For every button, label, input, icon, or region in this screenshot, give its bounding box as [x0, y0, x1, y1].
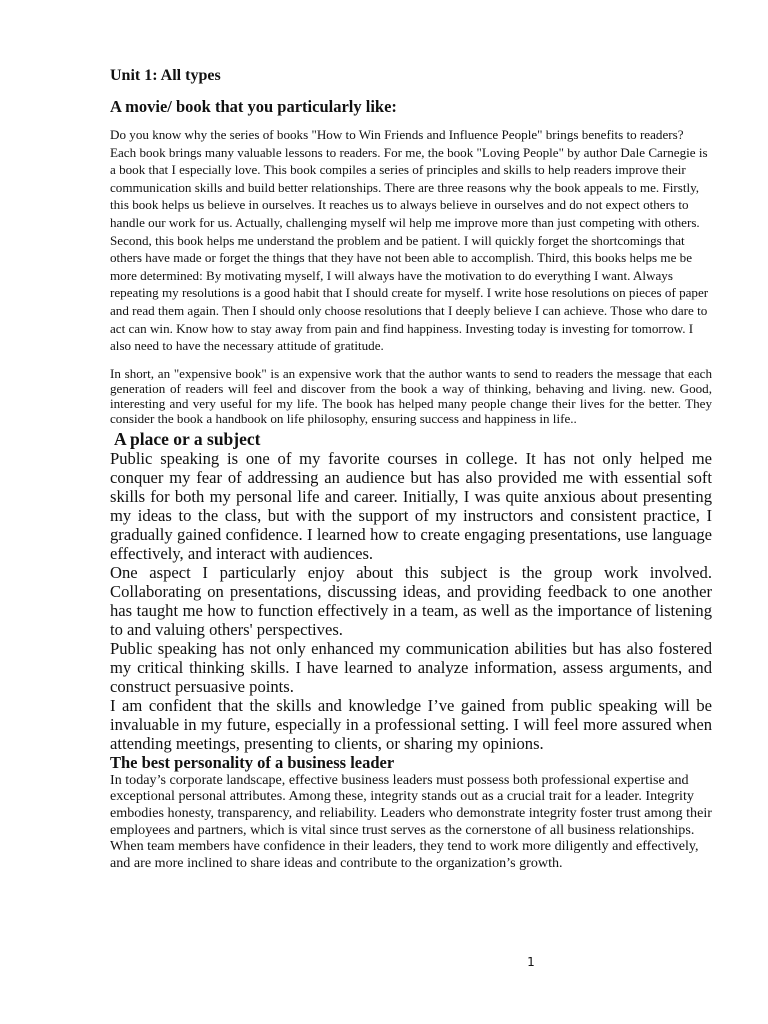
leader-paragraph: In today’s corporate landscape, effective business leaders must possess both professional expertise and exceptional personal attributes. Among these, integrity stands out as a crucial trait for a leader. Integrity embodies honesty, transparency, and reliability. Leaders who demonstrate integrity foster trust among their employees and partners, which is vital since trust serves as the cornerstone of all business relationships. When team members have confidence in their leaders, they tend to work more diligently and effectively, and are more inclined to share ideas and contribute to the organization’s growth. — [110, 771, 712, 872]
book-paragraph-1: Do you know why the series of books "How to Win Friends and Influence People" brings benefits to readers? Each book brings many valuable lessons to readers. For me, the book "Loving People" by author Dale Carnegie is a book that I especially love. This book compiles a series of principles and skills to help readers improve their communication skills and build better relationships. There are three reasons why the book appeals to me. Firstly, this book helps us believe in ourselves. It reaches us to always believe in ourselves and do not expect others to handle our work for us. Actually, challenging myself wil help me improve more than just competing with others. Second, this book helps me understand the problem and be patient. I will quickly forget the shortcomings that others have made or forget the things that they have not been able to accomplish. Third, this books helps me be more determined: By motivating myself, I will always have the motivation to do everything I want. Always repeating my resolutions is a good habit that I should create for myself. I write hose resolutions on pieces of paper and read them again. Then I should only choose resolutions that I deeply believe I can achieve. Those who dare to act can win. Know how to stay away from pain and find happiness. Investing today is investing for tomorrow. I also need to have the necessary attitude of gratitude. — [110, 127, 709, 354]
section-heading-place-subject: A place or a subject — [114, 428, 261, 449]
subject-paragraph-1: Public speaking is one of my favorite courses in college. It has not only helped me conquer my fear of addressing an audience but has also provided me with essential soft skills for both my personal life and career. Initially, I was quite anxious about presenting my ideas to the class, but with the support of my instructors and consistent practice, I gradually gained confidence. I learned how to create engaging presentations, use language effectively, and interact with audiences. — [110, 448, 712, 563]
page-number: 1 — [527, 955, 535, 969]
unit-title: Unit 1: All types — [110, 67, 221, 84]
page-content — [110, 66, 712, 872]
subject-paragraph-4: I am confident that the skills and knowledge I’ve gained from public speaking will be invaluable in my future, especially in a professional setting. I will feel more assured when attending meetings, presenting to clients, or sharing my opinions. — [110, 695, 712, 753]
subject-paragraph-3: Public speaking has not only enhanced my communication abilities but has also fostered my critical thinking skills. I have learned to analyze information, assess arguments, and construct persuasive points. — [110, 638, 712, 696]
section-heading-business-leader: The best personality of a business leader — [110, 752, 395, 772]
subject-paragraph-2: One aspect I particularly enjoy about this subject is the group work involved. Collaborating on presentations, discussing ideas, and providing feedback to one another has taught me how to function effectively in a team, as well as the importance of listening to and valuing others' perspectives. — [110, 562, 712, 639]
section-heading-movie-book: A movie/ book that you particularly like: — [110, 97, 397, 116]
book-paragraph-2: In short, an "expensive book" is an expensive work that the author wants to send to readers the message that each generation of readers will feel and discover from the book a way of thinking, behaving and living. new. Good, interesting and very useful for my life. The book has helped many people change their lives for the better. They consider the book a handbook on life philosophy, ensuring success and happiness in life.. — [110, 365, 712, 427]
